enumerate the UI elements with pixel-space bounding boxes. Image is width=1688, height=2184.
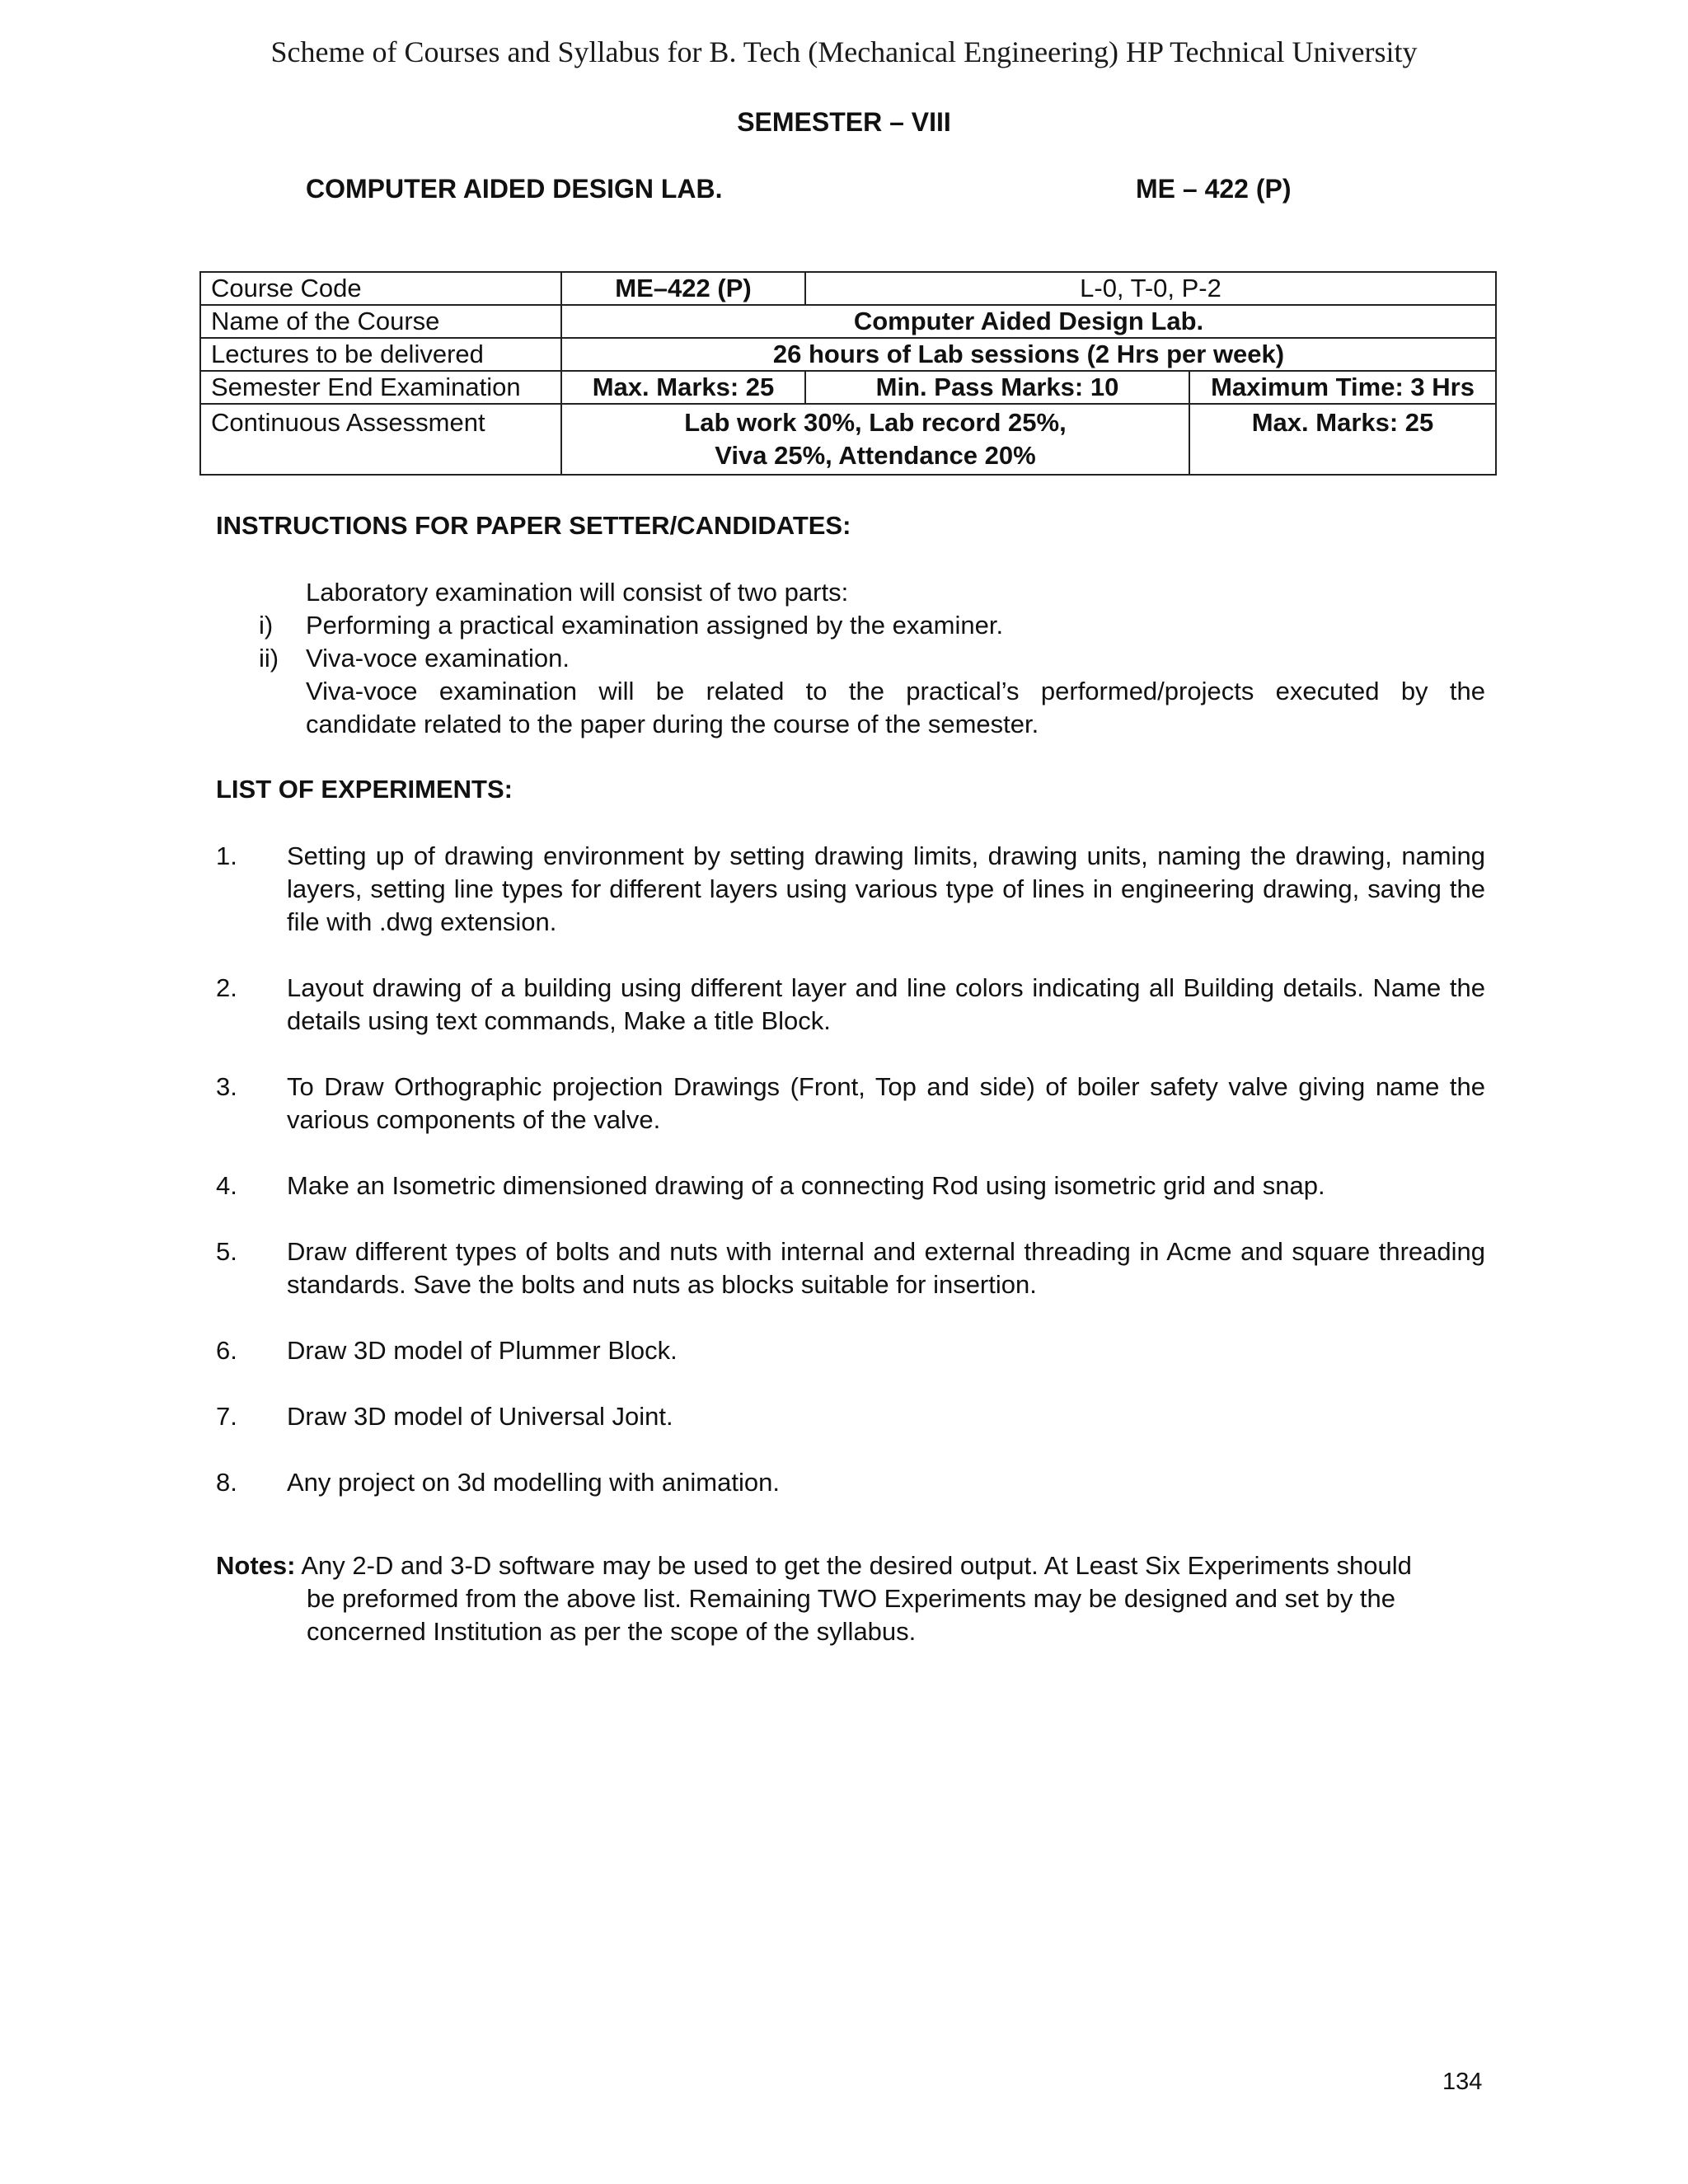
assessment-line-2: Viva 25%, Attendance 20%: [715, 441, 1036, 470]
experiment-number: 4.: [216, 1171, 237, 1200]
experiment-text: Any project on 3d modelling with animation.: [287, 1468, 780, 1497]
course-name-label: Name of the Course: [200, 305, 561, 338]
experiment-number: 5.: [216, 1237, 237, 1266]
list-item: [216, 1071, 1485, 1137]
instruction-marker: i): [259, 611, 274, 640]
table-row: [200, 272, 1496, 305]
max-time-value: Maximum Time: 3 Hrs: [1189, 371, 1496, 404]
semester-title: SEMESTER – VIII: [737, 107, 951, 137]
continuous-assessment-label: Continuous Assessment: [200, 404, 561, 475]
page-number: 134: [1442, 2069, 1483, 2095]
experiment-text: Setting up of drawing environment by setting drawing limits, drawing units, naming the drawing, naming layers, setting line types for different layers using various type of lines in engineering drawing, saving the file with .dwg extension.: [287, 841, 1485, 936]
experiment-number: 7.: [216, 1402, 237, 1431]
table-row: [200, 371, 1496, 404]
course-code-label: Course Code: [200, 272, 561, 305]
assessment-max-marks: Max. Marks: 25: [1189, 404, 1496, 475]
experiment-number: 6.: [216, 1336, 237, 1365]
course-info-table: [199, 271, 1497, 476]
experiment-text: Draw 3D model of Universal Joint.: [287, 1402, 673, 1431]
table-row: [200, 338, 1496, 371]
instruction-item: Performing a practical examination assigned by the examiner.: [306, 611, 1004, 640]
ltp-value: L-0, T-0, P-2: [805, 272, 1496, 305]
notes-block: [216, 1549, 1485, 1648]
viva-description-line-2: candidate related to the paper during the course of the semester.: [306, 710, 1039, 738]
course-title: COMPUTER AIDED DESIGN LAB.: [306, 174, 723, 204]
list-item: [216, 1466, 1485, 1499]
experiment-number: 8.: [216, 1468, 237, 1497]
assessment-breakdown: [561, 404, 1189, 475]
max-marks-value: Max. Marks: 25: [561, 371, 805, 404]
lectures-value: 26 hours of Lab sessions (2 Hrs per week): [561, 338, 1496, 371]
list-item: [216, 1169, 1485, 1202]
instruction-item: Viva-voce examination.: [306, 644, 570, 673]
page-header: Scheme of Courses and Syllabus for B. Tech (Mechanical Engineering) HP Technical University: [270, 35, 1418, 68]
experiment-text: Draw different types of bolts and nuts with internal and external threading in Acme and square threading standards. Save the bolts and nuts as blocks suitable for insertion.: [287, 1237, 1485, 1299]
table-row: [200, 404, 1496, 475]
experiment-text: Draw 3D model of Plummer Block.: [287, 1336, 678, 1365]
instruction-marker: ii): [259, 644, 279, 673]
experiment-number: 2.: [216, 973, 237, 1002]
course-name-value: Computer Aided Design Lab.: [561, 305, 1496, 338]
viva-description-line-1: Viva-voce examination will be related to the practical’s performed/projects executed by the: [306, 677, 1485, 705]
notes-line-2: be preformed from the above list. Remaining TWO Experiments may be designed and set by the: [307, 1584, 1396, 1613]
list-item: [216, 1334, 1485, 1367]
course-code-value: ME–422 (P): [561, 272, 805, 305]
list-item: [216, 1235, 1485, 1301]
notes-line-3: concerned Institution as per the scope of the syllabus.: [307, 1617, 917, 1646]
experiment-text: Make an Isometric dimensioned drawing of a connecting Rod using isometric grid and snap.: [287, 1171, 1325, 1200]
course-code-heading: ME – 422 (P): [1136, 174, 1292, 204]
min-pass-marks-value: Min. Pass Marks: 10: [805, 371, 1189, 404]
semester-exam-label: Semester End Examination: [200, 371, 561, 404]
notes-label: Notes:: [216, 1551, 296, 1580]
instructions-intro: Laboratory examination will consist of two parts:: [306, 578, 849, 607]
experiment-text: To Draw Orthographic projection Drawings (Front, Top and side) of boiler safety valve giving name the various components of the valve.: [287, 1072, 1485, 1134]
instructions-heading: INSTRUCTIONS FOR PAPER SETTER/CANDIDATES:: [216, 511, 851, 540]
experiment-number: 3.: [216, 1072, 237, 1101]
assessment-line-1: Lab work 30%, Lab record 25%,: [684, 408, 1067, 437]
table-row: [200, 305, 1496, 338]
notes-line-1: [216, 1549, 1485, 1582]
experiments-heading: LIST OF EXPERIMENTS:: [216, 775, 513, 804]
list-item: [216, 1400, 1485, 1433]
notes-text-1: Any 2-D and 3-D software may be used to get the desired output. At Least Six Experiments should: [295, 1551, 1412, 1580]
list-item: [216, 972, 1485, 1038]
experiment-number: 1.: [216, 841, 237, 870]
list-item: [216, 840, 1485, 939]
experiment-text: Layout drawing of a building using different layer and line colors indicating all Building details. Name the details using text commands, Make a title Block.: [287, 973, 1485, 1035]
lectures-label: Lectures to be delivered: [200, 338, 561, 371]
